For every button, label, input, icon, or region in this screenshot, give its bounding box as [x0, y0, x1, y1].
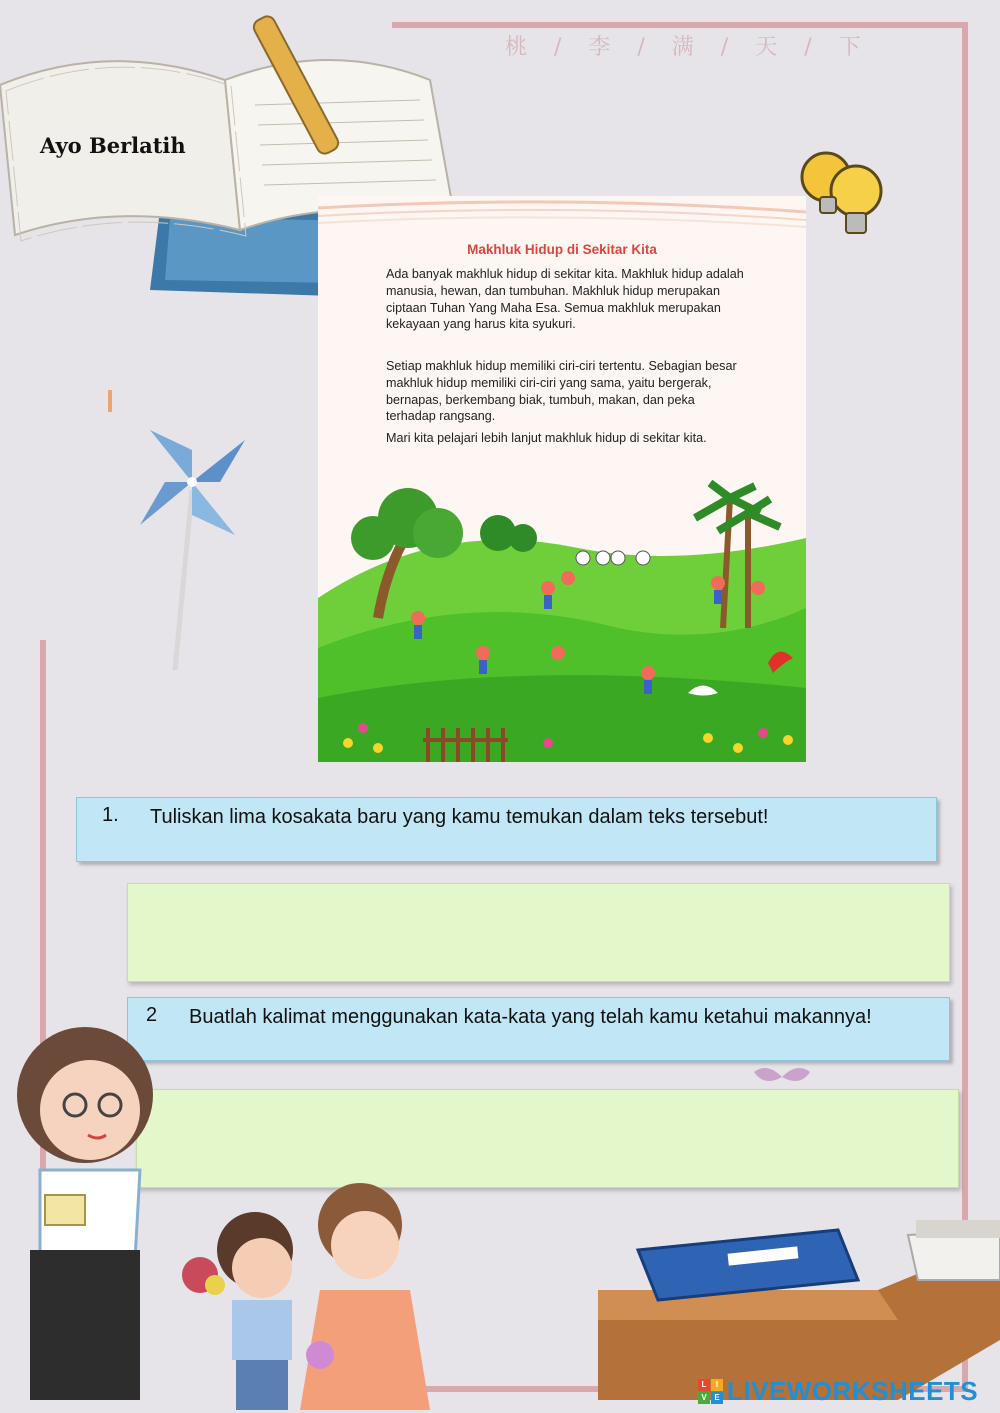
liveworksheets-logo-icon: L I V E	[698, 1379, 723, 1404]
answer-1-field[interactable]	[127, 883, 950, 982]
reading-passage-card	[318, 196, 806, 762]
page-title: Ayo Berlatih	[40, 133, 186, 158]
pinwheel-icon	[130, 420, 260, 680]
liveworksheets-watermark	[698, 1376, 978, 1406]
question-1-number: 1.	[102, 804, 119, 826]
chinese-characters-decoration: 桃 / 李 / 满 / 天 / 下	[505, 35, 871, 60]
question-2-number: 2	[146, 1004, 158, 1026]
question-1-box	[76, 797, 937, 862]
reading-paragraph: Ada banyak makhluk hidup di sekitar kita. Makhluk hidup adalah manusia, hewan, dan tumbuhan. Makhluk hidup merupakan ciptaan Tuhan Yang Maha Esa. Semua makhluk merupakan kekayaan yang harus kita syukuri.	[386, 267, 744, 332]
park-illustration	[318, 478, 806, 762]
reading-title: Makhluk Hidup di Sekitar Kita	[467, 242, 657, 257]
reading-paragraph: Setiap makhluk hidup memiliki ciri-ciri tertentu. Sebagian besar makhluk hidup memiliki ciri-ciri yang sama, yaitu bergerak, bernapas, berkembang biak, tumbuh, makan, dan peka terhadap rangsang.	[386, 359, 737, 424]
reading-paragraph: Mari kita pelajari lebih lanjut makhluk hidup di sekitar kita.	[386, 431, 707, 445]
watermark-text: LIVEWORKSHEETS	[727, 1375, 979, 1406]
butterfly-icon	[752, 1062, 812, 1092]
lightbulb-icon	[796, 145, 891, 240]
decorative-stripes	[318, 196, 806, 246]
question-2-text: Buatlah kalimat menggunakan kata-kata yang telah kamu ketahui makannya!	[189, 1006, 872, 1028]
decorative-mark	[108, 390, 112, 412]
teacher-and-children-illustration	[0, 1020, 470, 1413]
question-1-text: Tuliskan lima kosakata baru yang kamu temukan dalam teks tersebut!	[150, 806, 769, 828]
